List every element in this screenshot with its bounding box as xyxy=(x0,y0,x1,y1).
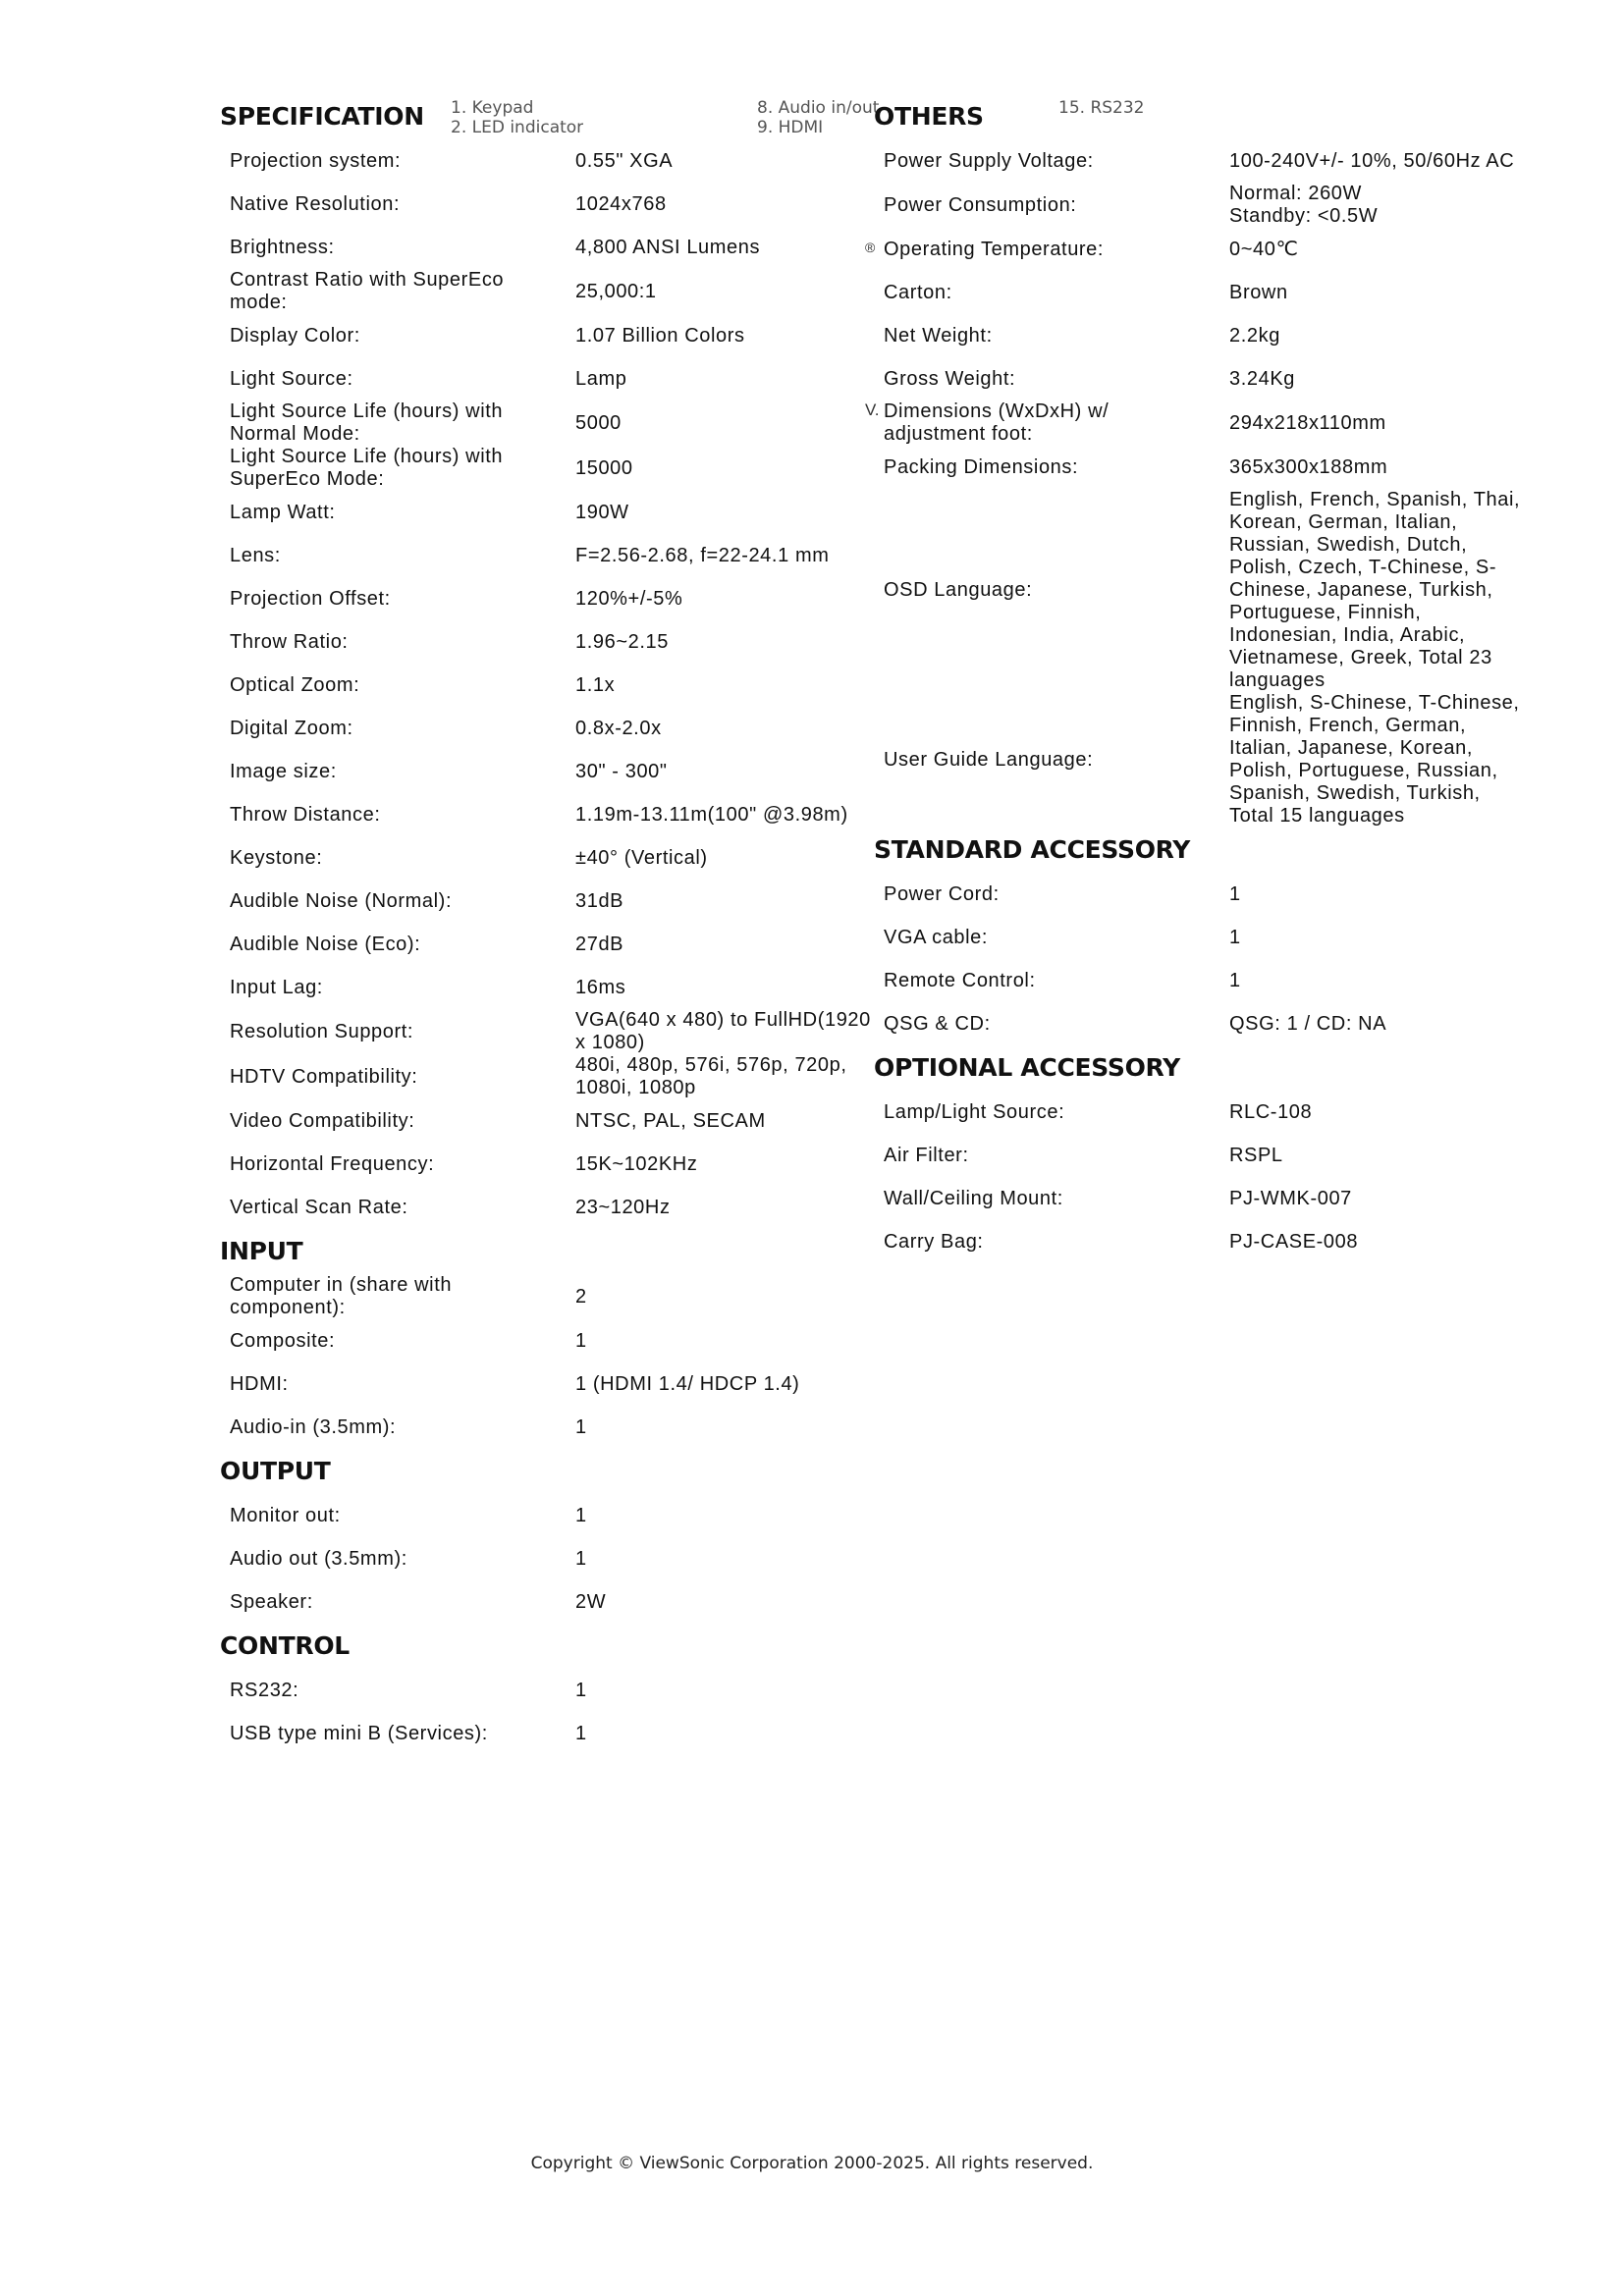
spec-row xyxy=(220,1319,886,1362)
spec-value: 365x300x188mm xyxy=(1229,455,1388,478)
spec-label: Audio out (3.5mm): xyxy=(230,1547,407,1570)
spec-row xyxy=(220,314,886,357)
spec-table xyxy=(220,1669,886,1755)
spec-value: 25,000:1 xyxy=(575,280,657,302)
spec-label: Horizontal Frequency: xyxy=(230,1152,435,1175)
spec-value: 1.19m-13.11m(100" @3.98m) xyxy=(575,803,848,826)
spec-table xyxy=(220,1494,886,1624)
spec-row xyxy=(874,1002,1540,1045)
spec-label: HDTV Compatibility: xyxy=(230,1065,418,1088)
spec-value: 1 xyxy=(1229,926,1241,948)
spec-label: Lamp Watt: xyxy=(230,501,336,523)
section-heading: OPTIONAL ACCESSORY xyxy=(874,1053,1180,1082)
spec-value: English, French, Spanish, Thai, Korean, German, Italian, Russian, Swedish, Dutch, Polish, Czech, T-Chinese, S-Chinese, Japanese, Turkish, Portuguese, Finnish, Indonesian, India, Arabic, Vietnamese, Greek, Total 23 languages xyxy=(1229,489,1521,691)
spec-row xyxy=(220,577,886,620)
spec-label: Optical Zoom: xyxy=(230,673,360,696)
spec-value: 1.96~2.15 xyxy=(575,630,669,653)
spec-label: Lens: xyxy=(230,544,281,566)
spec-value: VGA(640 x 480) to FullHD(1920 x 1080) xyxy=(575,1009,871,1053)
spec-value: 1 xyxy=(1229,882,1241,905)
spec-label: Monitor out: xyxy=(230,1504,341,1526)
spec-row xyxy=(220,400,886,446)
section-specification xyxy=(220,94,871,1229)
spec-row xyxy=(874,1177,1540,1220)
spec-table xyxy=(874,139,1540,828)
spec-row xyxy=(874,1091,1540,1134)
spec-row xyxy=(874,1134,1540,1177)
section-heading: STANDARD ACCESSORY xyxy=(874,835,1191,864)
spec-value: 2.2kg xyxy=(1229,324,1280,347)
spec-label: Packing Dimensions: xyxy=(884,455,1079,478)
spec-label: OSD Language: xyxy=(884,579,1033,601)
spec-label: Carton: xyxy=(884,281,952,303)
spec-value: F=2.56-2.68, f=22-24.1 mm xyxy=(575,544,830,566)
spec-row xyxy=(220,966,886,1009)
spec-value: 0.55" XGA xyxy=(575,149,674,172)
section-heading: OTHERS xyxy=(874,102,984,131)
spec-value: 15K~102KHz xyxy=(575,1152,698,1175)
spec-value: 1 xyxy=(575,1504,587,1526)
spec-label: Light Source Life (hours) with SuperEco Mode: xyxy=(230,446,504,490)
spec-row xyxy=(220,1186,886,1229)
spec-row xyxy=(220,491,886,534)
spec-label: Audible Noise (Normal): xyxy=(230,889,453,912)
spec-label: Net Weight: xyxy=(884,324,993,347)
spec-label: Native Resolution: xyxy=(230,192,401,215)
spec-row xyxy=(220,534,886,577)
spec-row xyxy=(874,873,1540,916)
spec-row xyxy=(874,692,1540,828)
spec-label: HDMI: xyxy=(230,1372,289,1395)
spec-row xyxy=(220,1362,886,1406)
spec-value: 2 xyxy=(575,1285,587,1308)
spec-label: USB type mini B (Services): xyxy=(230,1722,488,1744)
spec-row xyxy=(220,1712,886,1755)
right-column xyxy=(874,94,1520,1263)
spec-row xyxy=(220,446,886,491)
spec-value: 1.07 Billion Colors xyxy=(575,324,745,347)
spec-table xyxy=(874,1091,1540,1263)
spec-label: User Guide Language: xyxy=(884,748,1094,771)
spec-value: 30" - 300" xyxy=(575,760,668,782)
spec-row xyxy=(220,269,886,314)
spec-value: 480i, 480p, 576i, 576p, 720p, 1080i, 1080p xyxy=(575,1054,847,1098)
spec-row xyxy=(874,400,1540,446)
spec-row xyxy=(220,707,886,750)
spec-label: Operating Temperature: xyxy=(884,238,1105,260)
spec-label: Display Color: xyxy=(230,324,360,347)
spec-row xyxy=(220,880,886,923)
spec-row xyxy=(220,226,886,269)
section-heading: OUTPUT xyxy=(220,1457,331,1485)
spec-value: Lamp xyxy=(575,367,627,390)
spec-label: Projection system: xyxy=(230,149,402,172)
spec-table xyxy=(220,139,886,1229)
spec-label: Audio-in (3.5mm): xyxy=(230,1415,397,1438)
spec-value: 294x218x110mm xyxy=(1229,411,1386,434)
spec-row xyxy=(874,314,1540,357)
background-fragment: 15. RS232 xyxy=(1058,98,1145,118)
spec-value: 1 (HDMI 1.4/ HDCP 1.4) xyxy=(575,1372,800,1395)
spec-label: Brightness: xyxy=(230,236,335,258)
spec-label: Light Source Life (hours) with Normal Mode: xyxy=(230,400,504,445)
spec-row xyxy=(874,228,1540,271)
spec-row xyxy=(874,271,1540,314)
spec-label: Power Cord: xyxy=(884,882,1000,905)
spec-value: ±40° (Vertical) xyxy=(575,846,708,869)
spec-row xyxy=(874,489,1540,692)
spec-row xyxy=(874,959,1540,1002)
spec-label: Audible Noise (Eco): xyxy=(230,933,421,955)
spec-row xyxy=(220,664,886,707)
spec-row xyxy=(220,1099,886,1143)
spec-value: 1.1x xyxy=(575,673,616,696)
spec-value: PJ-WMK-007 xyxy=(1229,1187,1352,1209)
spec-label: Throw Ratio: xyxy=(230,630,349,653)
spec-label: Air Filter: xyxy=(884,1144,969,1166)
registered-mark: ® xyxy=(865,240,876,255)
spec-row xyxy=(874,916,1540,959)
spec-value: 0~40℃ xyxy=(1229,238,1299,260)
spec-label: Power Supply Voltage: xyxy=(884,149,1094,172)
section-optional-accessory xyxy=(874,1045,1520,1263)
spec-label: Remote Control: xyxy=(884,969,1036,991)
spec-value: 31dB xyxy=(575,889,624,912)
spec-label: Computer in (share with component): xyxy=(230,1274,453,1318)
spec-row xyxy=(220,1143,886,1186)
spec-value: English, S-Chinese, T-Chinese, Finnish, French, German, Italian, Japanese, Korean, Polish, Portuguese, Russian, Spanish, Swedish, Turkish, Total 15 languages xyxy=(1229,692,1520,827)
spec-label: Composite: xyxy=(230,1329,336,1352)
section-control xyxy=(220,1624,866,1755)
section-output xyxy=(220,1449,866,1624)
copyright-footer: Copyright © ViewSonic Corporation 2000-2025. All rights reserved. xyxy=(530,2154,1094,2173)
spec-value: 3.24Kg xyxy=(1229,367,1295,390)
spec-value: 1 xyxy=(1229,969,1241,991)
spec-value: RLC-108 xyxy=(1229,1100,1313,1123)
spec-value: 4,800 ANSI Lumens xyxy=(575,236,761,258)
spec-row xyxy=(874,183,1540,228)
spec-label: Light Source: xyxy=(230,367,353,390)
spec-label: Keystone: xyxy=(230,846,323,869)
spec-label: Lamp/Light Source: xyxy=(884,1100,1065,1123)
spec-label: Contrast Ratio with SuperEco mode: xyxy=(230,269,505,313)
section-input xyxy=(220,1229,866,1449)
spec-row xyxy=(220,1009,886,1054)
spec-row xyxy=(220,183,886,226)
spec-label: Digital Zoom: xyxy=(230,717,353,739)
section-others xyxy=(874,94,1520,828)
section-heading: INPUT xyxy=(220,1237,303,1265)
spec-row xyxy=(220,1669,886,1712)
spec-label: QSG & CD: xyxy=(884,1012,991,1035)
spec-label: Carry Bag: xyxy=(884,1230,984,1253)
spec-row xyxy=(220,1494,886,1537)
background-fragment: 1. Keypad 2. LED indicator xyxy=(451,98,584,137)
spec-value: 27dB xyxy=(575,933,624,955)
spec-label: Wall/Ceiling Mount: xyxy=(884,1187,1063,1209)
left-column xyxy=(220,94,871,1755)
spec-label: Vertical Scan Rate: xyxy=(230,1196,408,1218)
spec-value: 15000 xyxy=(575,456,633,479)
spec-label: Dimensions (WxDxH) w/ adjustment foot: xyxy=(884,400,1110,445)
spec-label: RS232: xyxy=(230,1679,299,1701)
spec-value: 1024x768 xyxy=(575,192,667,215)
spec-value: 120%+/-5% xyxy=(575,587,683,610)
spec-value: 16ms xyxy=(575,976,626,998)
spec-row xyxy=(220,1274,886,1319)
spec-value: PJ-CASE-008 xyxy=(1229,1230,1359,1253)
spec-value: 5000 xyxy=(575,411,622,434)
spec-value: 100-240V+/- 10%, 50/60Hz AC xyxy=(1229,149,1515,172)
spec-row xyxy=(220,620,886,664)
spec-label: Power Consumption: xyxy=(884,193,1077,216)
spec-value: QSG: 1 / CD: NA xyxy=(1229,1012,1387,1035)
spec-value: RSPL xyxy=(1229,1144,1283,1166)
spec-row xyxy=(874,357,1540,400)
spec-value: NTSC, PAL, SECAM xyxy=(575,1109,766,1132)
spec-value: 1 xyxy=(575,1329,587,1352)
spec-table xyxy=(874,873,1540,1045)
spec-label: Image size: xyxy=(230,760,337,782)
spec-value: 1 xyxy=(575,1547,587,1570)
spec-label: Throw Distance: xyxy=(230,803,381,826)
spec-label: Projection Offset: xyxy=(230,587,391,610)
spec-label: VGA cable: xyxy=(884,926,989,948)
spec-label: Resolution Support: xyxy=(230,1020,414,1042)
spec-row xyxy=(220,836,886,880)
spec-row xyxy=(220,923,886,966)
spec-value: 1 xyxy=(575,1722,587,1744)
spec-row xyxy=(220,1537,886,1580)
spec-label: Video Compatibility: xyxy=(230,1109,415,1132)
spec-row xyxy=(220,750,886,793)
spec-label: Input Lag: xyxy=(230,976,323,998)
spec-label: Gross Weight: xyxy=(884,367,1016,390)
section-standard-accessory xyxy=(874,828,1520,1045)
spec-value: Normal: 260W Standby: <0.5W xyxy=(1229,183,1379,227)
spec-row xyxy=(220,139,886,183)
spec-value: 23~120Hz xyxy=(575,1196,671,1218)
spec-row xyxy=(220,357,886,400)
spec-value: 1 xyxy=(575,1415,587,1438)
spec-row xyxy=(220,1054,886,1099)
spec-table xyxy=(220,1274,886,1449)
spec-value: 0.8x-2.0x xyxy=(575,717,662,739)
spec-row xyxy=(874,446,1540,489)
spec-label: Speaker: xyxy=(230,1590,313,1613)
spec-value: 1 xyxy=(575,1679,587,1701)
spec-row xyxy=(220,1406,886,1449)
spec-row xyxy=(874,139,1540,183)
spec-value: Brown xyxy=(1229,281,1288,303)
spec-row xyxy=(220,1580,886,1624)
section-heading: SPECIFICATION xyxy=(220,102,424,131)
background-fragment: 8. Audio in/out 9. HDMI xyxy=(757,98,880,137)
section-heading: CONTROL xyxy=(220,1631,350,1660)
stray-mark: V. xyxy=(865,400,880,419)
spec-value: 190W xyxy=(575,501,629,523)
spec-row xyxy=(874,1220,1540,1263)
spec-row xyxy=(220,793,886,836)
spec-value: 2W xyxy=(575,1590,607,1613)
